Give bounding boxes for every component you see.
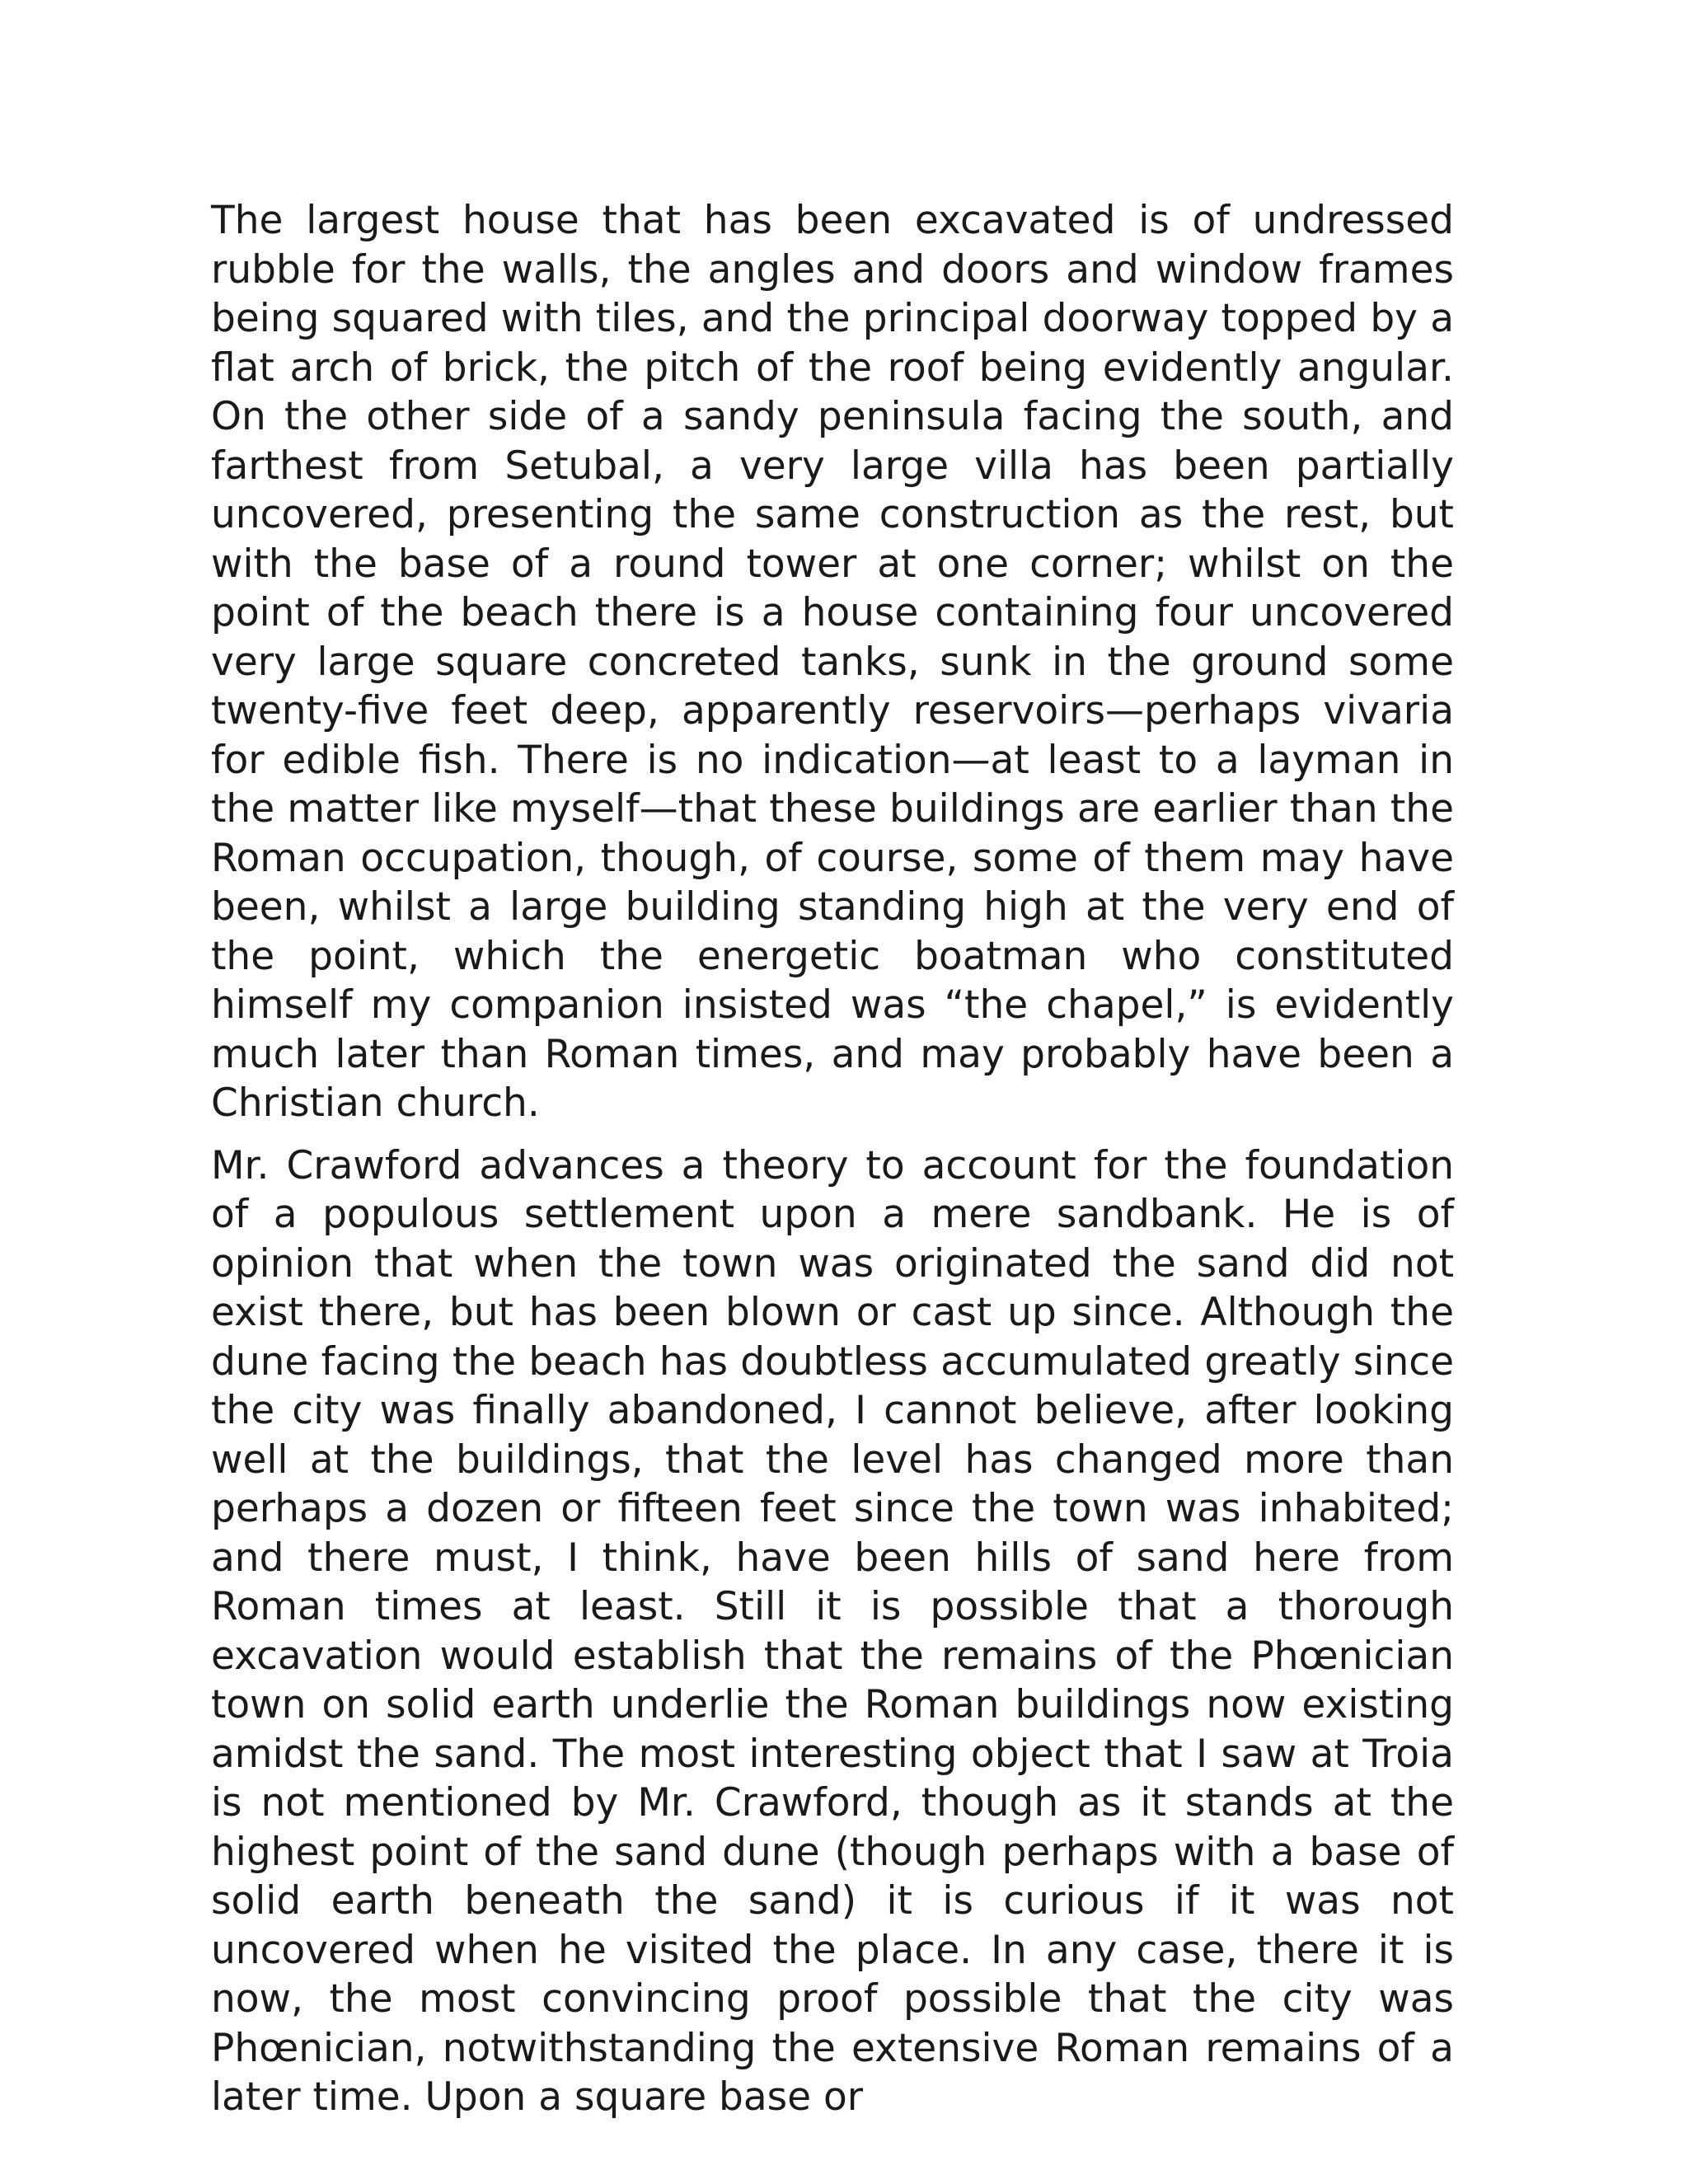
paragraph-crawford-theory: Mr. Crawford advances a theory to account for the foundation of a populous settlement upon a mere sandbank. He is of opinion that when the town was originated the sand did not exist there, but has been blown or cast up since. Although the dune facing the beach has doubtless accumulated greatly since the city was finally abandoned, I cannot believe, after looking well at the buildings, that the level has changed more than perhaps a dozen or fifteen feet since the town was inhabited; and there must, I think, have been hills of sand here from Roman times at least. Still it is possible that a thorough excavation would establish that the remains of the Phœnician town on solid earth underlie the Roman buildings now existing amidst the sand. The most interesting object that I saw at Troia is not mentioned by Mr. Crawford, though as it stands at the highest point of the sand dune (though perhaps with a base of solid earth beneath the sand) it is curious if it was not uncovered when he visited the place. In any case, there it is now, the most convincing proof possible that the city was Phœnician, notwithstanding the extensive Roman remains of a later time. Upon a square base or [211, 1142, 1454, 2120]
page-body [211, 196, 1454, 2122]
paragraph-largest-house: The largest house that has been excavated is of undressed rubble for the walls, the angles and doors and window frames being squared with tiles, and the principal doorway topped by a flat arch of brick, the pitch of the roof being evidently angular. On the other side of a sandy peninsula facing the south, and farthest from Setubal, a very large villa has been partially uncovered, presenting the same construction as the rest, but with the base of a round tower at one corner; whilst on the point of the beach there is a house containing four uncovered very large square concreted tanks, sunk in the ground some twenty-five feet deep, apparently reservoirs—perhaps vivaria for edible fish. There is no indication—at least to a layman in the matter like myself—that these buildings are earlier than the Roman occupation, though, of course, some of them may have been, whilst a large building standing high at the very end of the point, which the energetic boatman who constituted himself my companion insisted was “the chapel,” is evidently much later than Roman times, and may probably have been a Christian church. [211, 198, 1454, 1126]
